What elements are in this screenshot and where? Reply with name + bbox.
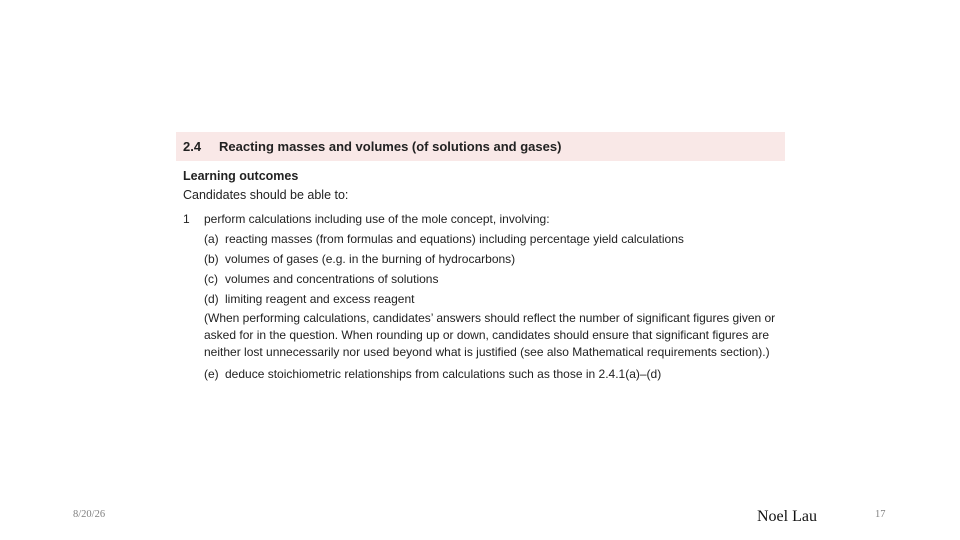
subitem-a: [204, 229, 785, 249]
outcome-subitems: [204, 229, 785, 384]
subitem-letter: (b): [204, 252, 219, 266]
outcome-number: 1: [183, 212, 190, 226]
subitem-letter: (a): [204, 232, 219, 246]
subitem-letter: (d): [204, 292, 219, 306]
subitem-e: [204, 364, 785, 384]
section-title: Reacting masses and volumes (of solutions and gases): [219, 139, 562, 154]
slide-number: 17: [875, 509, 886, 520]
significant-figures-note: (When performing calculations, candidates’ answers should reflect the number of significant figures given or asked for in the question. When rounding up or down, candidates should ensure that significant figures are neither lost unnecessarily nor used beyond what is justified (see also Mathematical requirements section).): [204, 311, 776, 359]
intro-text: Candidates should be able to:: [183, 188, 349, 202]
footer-author: Noel Lau: [757, 508, 817, 525]
subitem-text: volumes of gases (e.g. in the burning of hydrocarbons): [225, 252, 516, 266]
footer-date: 8/20/26: [73, 509, 106, 520]
subitem-letter: (c): [204, 272, 218, 286]
outcome-item: [183, 212, 785, 226]
syllabus-excerpt: [176, 132, 785, 384]
subitem-text: limiting reagent and excess reagent: [225, 292, 415, 306]
subitem-text: deduce stoichiometric relationships from calculations such as those in 2.4.1(a)–(d): [225, 367, 662, 381]
subitem-text: volumes and concentrations of solutions: [225, 272, 439, 286]
learning-outcomes-heading: Learning outcomes: [183, 169, 299, 183]
subitem-letter: (e): [204, 367, 219, 381]
section-header: [176, 132, 785, 161]
outcome-text: perform calculations including use of the mole concept, involving:: [204, 212, 550, 226]
section-number: 2.4: [183, 139, 202, 154]
subitem-text: reacting masses (from formulas and equations) including percentage yield calculations: [225, 232, 684, 246]
subitem-b: [204, 249, 785, 269]
subitem-d: [204, 289, 785, 309]
subitem-c: [204, 269, 785, 289]
